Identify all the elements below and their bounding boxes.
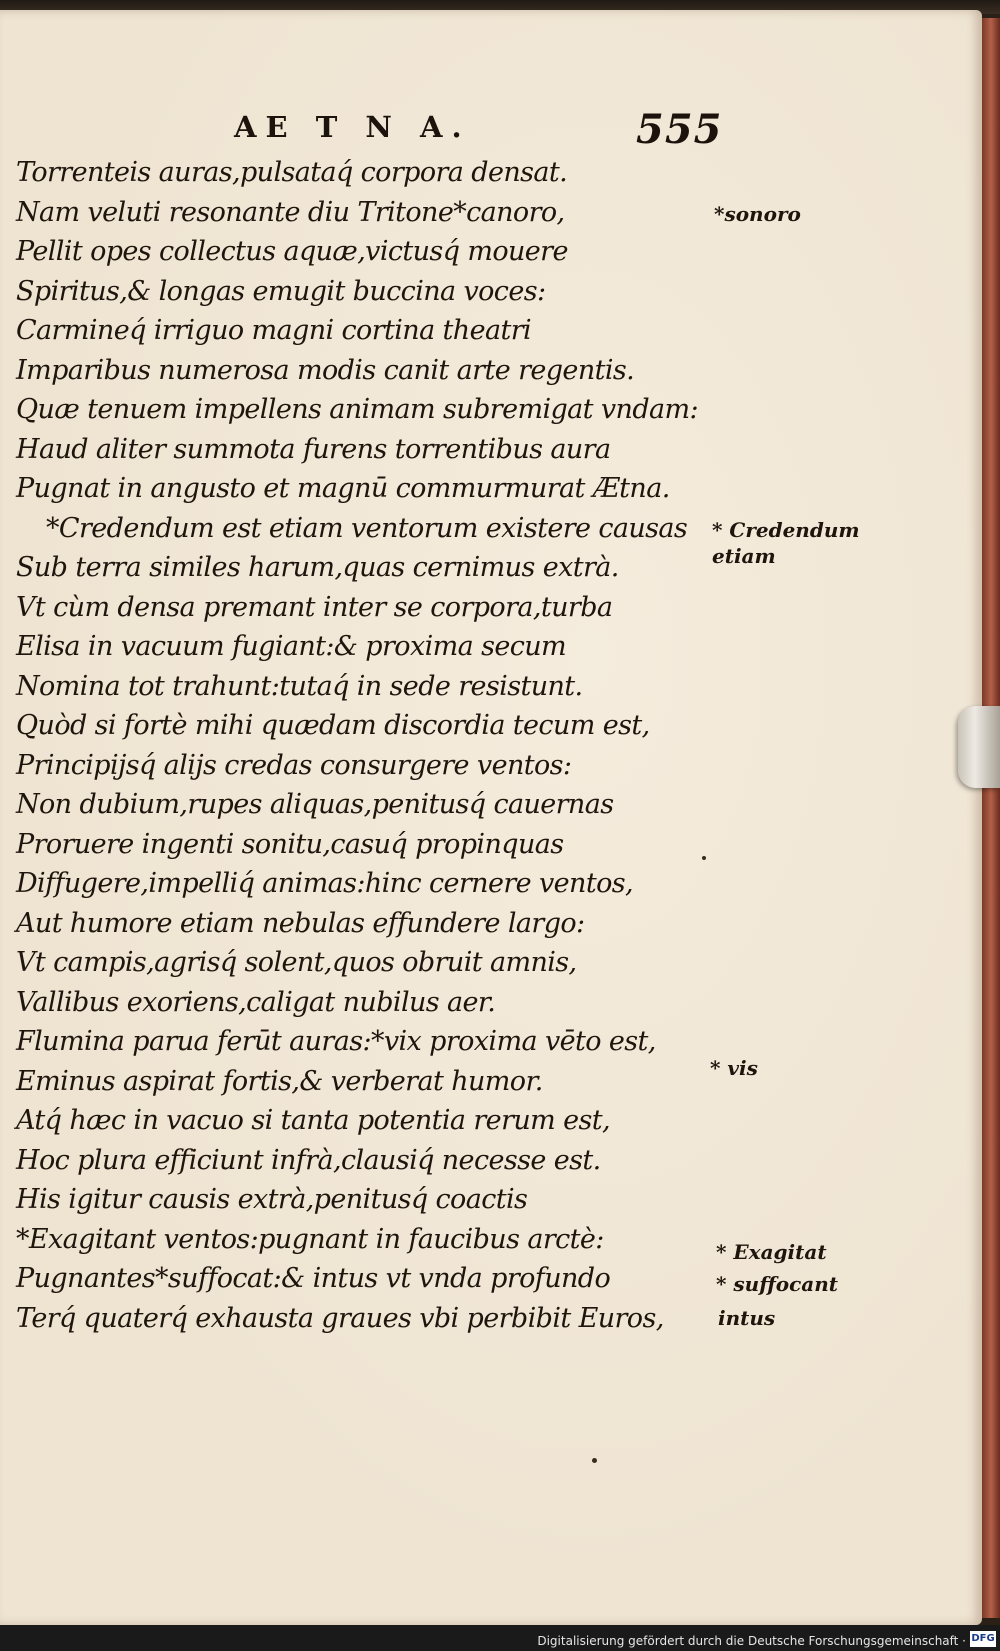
running-title: AE T N A.	[234, 110, 471, 144]
verse-line: Terq́ quaterq́ exhausta graues vbi perbibit Euros,	[16, 1302, 664, 1334]
book-page	[0, 10, 982, 1625]
page-number: 555	[636, 106, 723, 153]
verse-line: Elisa in vacuum fugiant:& proxima secum	[16, 631, 567, 662]
marginal-note-exagitat: * Exagitat	[716, 1240, 827, 1264]
verse-line: Diffugere,impelliq́ animas:hinc cernere ventos,	[16, 868, 633, 899]
verse-line: His igitur causis extrà,penitusq́ coactis	[16, 1184, 528, 1215]
verse-line: *Exagitant ventos:pugnant in faucibus arctè:	[16, 1223, 604, 1255]
verse-block	[16, 153, 716, 1338]
verse-line: Proruere ingenti sonitu,casuq́ propinquas	[16, 828, 564, 860]
marginal-note-vis: * vis	[710, 1056, 758, 1080]
verse-line: Vt cùm densa premant inter se corpora,turba	[16, 591, 613, 623]
verse-line: Non dubium,rupes aliquas,penitusq́ cauernas	[16, 789, 614, 820]
verse-line: Vallibus exoriens,caligat nubilus aer.	[16, 986, 496, 1018]
verse-line: Vt campis,agrisq́ solent,quos obruit amnis,	[16, 947, 577, 978]
verse-line: Atq́ hæc in vacuo si tanta potentia rerum est,	[16, 1105, 611, 1136]
marginal-note-suffocant: * suffocant	[716, 1272, 839, 1296]
dfg-logo: DFG	[970, 1631, 996, 1647]
marginal-note-etiam: etiam	[712, 544, 776, 568]
verse-line: Nam veluti resonante diu Tritone*canoro,	[16, 196, 565, 228]
verse-line: Carmineq́ irriguo magni cortina theatri	[16, 315, 532, 346]
digitization-credit: Digitalisierung gefördert durch die Deutsche Forschungsgemeinschaft ·	[537, 1634, 966, 1648]
footer-bar	[0, 1625, 1000, 1651]
marginal-note-intus: intus	[718, 1306, 776, 1330]
verse-line: Aut humore etiam nebulas effundere largo:	[16, 907, 585, 939]
marginal-note-credendum: * Credendum	[712, 518, 860, 542]
book-fore-edge	[982, 18, 1000, 1618]
verse-line: Nomina tot trahunt:tutaq́ in sede resistunt.	[16, 670, 583, 702]
page-speck	[702, 856, 706, 860]
verse-line: Spiritus,& longas emugit buccina voces:	[16, 275, 546, 307]
verse-line: Pugnantes*suffocat:& intus vt vnda profundo	[16, 1263, 611, 1294]
book-clasp	[958, 706, 1000, 788]
page-header	[0, 106, 982, 156]
page-speck	[592, 1458, 597, 1463]
verse-line: Haud aliter summota furens torrentibus aura	[16, 433, 611, 465]
verse-line: Principijsq́ alijs credas consurgere ventos:	[16, 749, 572, 781]
marginal-note-sonoro: *sonoro	[714, 202, 801, 226]
verse-line: Torrenteis auras,pulsataq́ corpora densat.	[16, 157, 568, 188]
verse-line: Imparibus numerosa modis canit arte regentis.	[16, 354, 635, 386]
verse-line: Eminus aspirat fortis,& verberat humor.	[16, 1065, 543, 1097]
verse-line: Hoc plura efficiunt infrà,clausiq́ necesse est.	[16, 1144, 601, 1176]
verse-line: Pellit opes collectus aquæ,victusq́ mouere	[16, 236, 568, 267]
verse-line: Quòd si fortè mihi quædam discordia tecum est,	[16, 710, 650, 741]
verse-line: Flumina parua ferūt auras:*vix proxima vēto est,	[16, 1026, 656, 1057]
verse-line: Pugnat in angusto et magnū commurmurat Ætna.	[16, 473, 670, 504]
verse-line: Quæ tenuem impellens animam subremigat vndam:	[16, 394, 699, 425]
verse-line: *Credendum est etiam ventorum existere causas	[46, 512, 688, 544]
verse-line: Sub terra similes harum,quas cernimus extrà.	[16, 552, 619, 583]
